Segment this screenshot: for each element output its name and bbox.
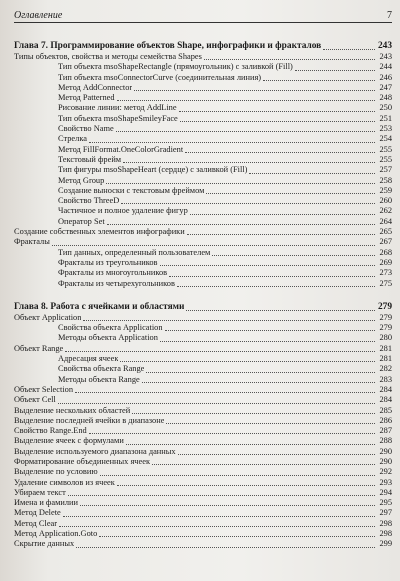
toc-entry-text: Скрытие данных — [14, 539, 75, 549]
section-title: Оглавление — [14, 10, 63, 21]
dot-leader — [100, 475, 375, 476]
dot-leader — [65, 351, 375, 352]
chapter-heading-text: Глава 8. Работа с ячейками и областями — [14, 301, 185, 312]
toc-entry-text: Свойство Range.End — [14, 426, 87, 436]
toc-entry-text: Убираем текст — [14, 487, 66, 497]
toc-subentry[interactable] — [14, 354, 392, 364]
toc-subentry[interactable] — [14, 268, 392, 278]
toc-entry-page: 284 — [379, 395, 392, 405]
toc-subentry-text: Создание выноски с текстовым фреймом — [58, 185, 205, 195]
toc-entry[interactable] — [14, 395, 392, 405]
toc-entry-text: Создание собственных элементов инфографики — [14, 227, 185, 237]
toc-subentry-text: Текстовый фрейм — [58, 154, 122, 164]
dot-leader — [185, 152, 375, 153]
toc-entry-page: 297 — [379, 508, 392, 518]
toc-entry[interactable] — [14, 344, 392, 354]
toc-subentry-text: Адресация ячеек — [58, 354, 119, 364]
dot-leader — [132, 413, 375, 414]
toc-entry-text: Удаление символов из ячеек — [14, 477, 115, 487]
dot-leader — [58, 403, 375, 404]
toc-entry-text: Имена и фамилии — [14, 498, 79, 508]
toc-subentry-text: Тип объекта msoConnectorCurve (соединительная линия) — [58, 72, 262, 82]
toc-subentry[interactable] — [14, 62, 392, 72]
toc-subentry[interactable] — [14, 83, 392, 93]
toc-subentry[interactable] — [14, 114, 392, 124]
toc-subentry-page: 282 — [379, 364, 392, 374]
dot-leader — [107, 224, 375, 225]
dot-leader — [52, 245, 375, 246]
dot-leader — [179, 111, 375, 112]
dot-leader — [80, 505, 375, 506]
toc-entry[interactable] — [14, 457, 392, 467]
toc-subentry[interactable] — [14, 206, 392, 216]
toc-entry[interactable] — [14, 227, 392, 237]
chapter-heading[interactable] — [14, 40, 392, 52]
toc-subentry-page: 244 — [379, 62, 392, 72]
toc-entry-page: 284 — [379, 384, 392, 394]
toc-subentry-page: 247 — [379, 82, 392, 92]
dot-leader — [117, 100, 375, 101]
toc-subentry-text: Частичное и полное удаление фигур — [58, 206, 188, 216]
toc-entry-page: 295 — [379, 498, 392, 508]
dot-leader — [187, 234, 375, 235]
dot-leader — [263, 80, 375, 81]
toc-subentry-text: Свойства объекта Range — [58, 364, 145, 374]
chapter-heading-page: 279 — [377, 301, 392, 312]
toc-subentry-text: Метод FillFormat.OneColorGradient — [58, 144, 184, 154]
dot-leader — [121, 203, 375, 204]
page-number: 7 — [387, 10, 392, 21]
toc-entry-page: 293 — [379, 477, 392, 487]
toc-subentry[interactable] — [14, 155, 392, 165]
toc-subentry-page: 269 — [379, 257, 392, 267]
toc-subentry-text: Свойство Name — [58, 124, 114, 134]
toc-subentry-page: 250 — [379, 103, 392, 113]
toc-subentry[interactable] — [14, 134, 392, 144]
toc-entry-page: 243 — [379, 52, 392, 61]
toc-entry-text: Форматирование объединенных ячеек — [14, 456, 151, 466]
dot-leader — [152, 464, 375, 465]
toc-subentry[interactable] — [14, 364, 392, 374]
dot-leader — [165, 330, 375, 331]
dot-leader — [68, 495, 375, 496]
toc-subentry-page: 283 — [379, 374, 392, 384]
toc-entry[interactable] — [14, 52, 392, 62]
toc-entry-page: 286 — [379, 415, 392, 425]
dot-leader — [116, 131, 375, 132]
toc-entry-page: 267 — [379, 237, 392, 247]
dot-leader — [106, 183, 375, 184]
toc-entry-page: 285 — [379, 405, 392, 415]
chapter-heading-page: 243 — [377, 41, 392, 51]
toc-entry-text: Метод Application.Goto — [14, 529, 98, 539]
toc-subentry-page: 258 — [379, 175, 392, 185]
dot-leader — [146, 372, 375, 373]
toc-subentry[interactable] — [14, 186, 392, 196]
toc-subentry-page: 275 — [379, 278, 392, 288]
toc-subentry-text: Фракталы из треугольников — [58, 257, 158, 267]
dot-leader — [160, 265, 375, 266]
dot-leader — [206, 193, 375, 194]
toc-entry-page: 288 — [379, 436, 392, 446]
dot-leader — [76, 547, 375, 548]
dot-leader — [212, 255, 375, 256]
toc-subentry-text: Метод AddConnector — [58, 82, 133, 92]
toc-subentry[interactable] — [14, 145, 392, 155]
dot-leader — [126, 444, 375, 445]
toc-subentry[interactable] — [14, 176, 392, 186]
toc-entry-text: Фракталы — [14, 237, 50, 247]
chapter-heading[interactable] — [14, 301, 392, 313]
toc-entry-text: Метод Clear — [14, 518, 58, 528]
running-header — [14, 8, 392, 23]
toc-subentry-text: Свойства объекта Application — [58, 323, 163, 333]
toc-entry[interactable] — [14, 313, 392, 323]
dot-leader — [204, 59, 375, 60]
toc-subentry[interactable] — [14, 323, 392, 333]
toc-subentry[interactable] — [14, 258, 392, 268]
toc-entry-page: 299 — [379, 539, 392, 549]
toc-entry[interactable] — [14, 426, 392, 436]
toc-subentry-page: 248 — [379, 93, 392, 103]
dot-leader — [180, 121, 375, 122]
toc-subentry-text: Стрелка — [58, 134, 87, 144]
toc-subentry-text: Оператор Set — [58, 216, 105, 226]
toc-entry[interactable] — [14, 519, 392, 529]
chapter-heading-text: Глава 7. Программирование объектов Shape, инфографики и фракталов — [14, 41, 322, 51]
toc-entry[interactable] — [14, 488, 392, 498]
toc-entry-text: Типы объектов, свойства и методы семейства Shapes — [14, 52, 202, 61]
toc-entry-page: 290 — [379, 456, 392, 466]
toc-subentry-page: 259 — [379, 185, 392, 195]
toc-entry-text: Выделение нескольких областей — [14, 405, 131, 415]
toc-entry[interactable] — [14, 539, 392, 549]
toc-entry-page: 290 — [379, 446, 392, 456]
toc-entry-text: Выделение по условию — [14, 467, 98, 477]
toc-subentry-page: 251 — [379, 113, 392, 123]
toc-entry-page: 294 — [379, 487, 392, 497]
toc-entry[interactable] — [14, 529, 392, 539]
toc-subentry-text: Методы объекта Range — [58, 374, 140, 384]
chapter-gap — [14, 289, 392, 301]
dot-leader — [186, 310, 375, 311]
dot-leader — [190, 214, 375, 215]
dot-leader — [295, 70, 375, 71]
dot-leader — [177, 286, 375, 287]
dot-leader — [123, 162, 375, 163]
toc-subentry-page: 262 — [379, 206, 392, 216]
toc-subentry-page: 255 — [379, 154, 392, 164]
toc-entry[interactable] — [14, 436, 392, 446]
toc-entry-page: 292 — [379, 467, 392, 477]
toc-subentry-page: 279 — [379, 323, 392, 333]
toc-subentry-text: Тип фигуры msoShapeHeart (сердце) с заливкой (Fill) — [58, 165, 248, 175]
toc-subentry[interactable] — [14, 196, 392, 206]
toc-subentry[interactable] — [14, 333, 392, 343]
dot-leader — [89, 433, 375, 434]
toc-entry-page: 265 — [379, 227, 392, 237]
toc-subentry-text: Метод Group — [58, 175, 105, 185]
toc-entry[interactable] — [14, 478, 392, 488]
dot-leader — [323, 49, 375, 50]
toc-entry[interactable] — [14, 447, 392, 457]
toc-subentry-text: Методы объекта Application — [58, 333, 158, 343]
toc-subentry-text: Фракталы из многоугольников — [58, 268, 168, 278]
dot-leader — [99, 536, 375, 537]
toc-subentry-page: 260 — [379, 196, 392, 206]
toc-subentry-text: Рисование линии: метод AddLine — [58, 103, 177, 113]
toc-entry[interactable] — [14, 498, 392, 508]
toc-entry[interactable] — [14, 237, 392, 247]
toc-entry[interactable] — [14, 406, 392, 416]
dot-leader — [75, 392, 375, 393]
dot-leader — [89, 142, 375, 143]
toc-subentry-page: 268 — [379, 247, 392, 257]
toc-entry[interactable] — [14, 385, 392, 395]
toc-entry[interactable] — [14, 467, 392, 477]
toc-subentry-page: 246 — [379, 72, 392, 82]
dot-leader — [142, 382, 375, 383]
toc-subentry-page: 254 — [379, 134, 392, 144]
dot-leader — [160, 341, 375, 342]
dot-leader — [63, 516, 375, 517]
toc-subentry-text: Фракталы из четырехугольников — [58, 278, 175, 288]
toc-subentry[interactable] — [14, 103, 392, 113]
toc-subentry-page: 280 — [379, 333, 392, 343]
toc-entry-page: 298 — [379, 518, 392, 528]
toc-subentry[interactable] — [14, 165, 392, 175]
toc-entry-page: 281 — [379, 343, 392, 353]
toc-entry-text: Выделение последней ячейки в диапазоне — [14, 415, 165, 425]
toc-subentry-text: Свойство ThreeD — [58, 196, 120, 206]
toc-entry[interactable] — [14, 508, 392, 518]
toc-entry-text: Объект Cell — [14, 395, 56, 405]
toc-subentry[interactable] — [14, 279, 392, 289]
toc-subentry-page: 255 — [379, 144, 392, 154]
dot-leader — [117, 485, 375, 486]
toc-subentry-page: 253 — [379, 124, 392, 134]
toc-subentry[interactable] — [14, 73, 392, 83]
toc-entry-text: Объект Application — [14, 312, 82, 322]
dot-leader — [166, 423, 375, 424]
toc-subentry[interactable] — [14, 217, 392, 227]
toc-entry-text: Выделение используемого диапазона данных — [14, 446, 176, 456]
toc-subentry-page: 257 — [379, 165, 392, 175]
toc-subentry-text: Метод Patterned — [58, 93, 115, 103]
toc-entry-text: Метод Delete — [14, 508, 61, 518]
toc-entry[interactable] — [14, 416, 392, 426]
toc-subentry[interactable] — [14, 93, 392, 103]
toc-entry-page: 279 — [379, 312, 392, 322]
dot-leader — [134, 90, 375, 91]
toc-entry-page: 298 — [379, 529, 392, 539]
toc-subentry-page: 264 — [379, 216, 392, 226]
dot-leader — [169, 276, 375, 277]
toc-subentry[interactable] — [14, 124, 392, 134]
toc-entry-page: 287 — [379, 426, 392, 436]
toc-subentry[interactable] — [14, 375, 392, 385]
toc-subentry-text: Тип объекта msoShapeSmileyFace — [58, 113, 178, 123]
dot-leader — [59, 526, 375, 527]
dot-leader — [249, 173, 375, 174]
toc-subentry[interactable] — [14, 248, 392, 258]
toc-entry-text: Объект Selection — [14, 384, 74, 394]
toc-subentry-page: 273 — [379, 268, 392, 278]
table-of-contents — [14, 40, 392, 550]
dot-leader — [120, 361, 375, 362]
toc-subentry-text: Тип объекта msoShapeRectangle (прямоугольник) с заливкой (Fill) — [58, 62, 293, 72]
toc-entry-text: Объект Range — [14, 343, 64, 353]
toc-entry-text: Выделение ячеек с формулами — [14, 436, 124, 446]
dot-leader — [83, 320, 375, 321]
toc-subentry-text: Тип данных, определенный пользователем — [58, 247, 211, 257]
dot-leader — [178, 454, 375, 455]
toc-subentry-page: 281 — [379, 354, 392, 364]
